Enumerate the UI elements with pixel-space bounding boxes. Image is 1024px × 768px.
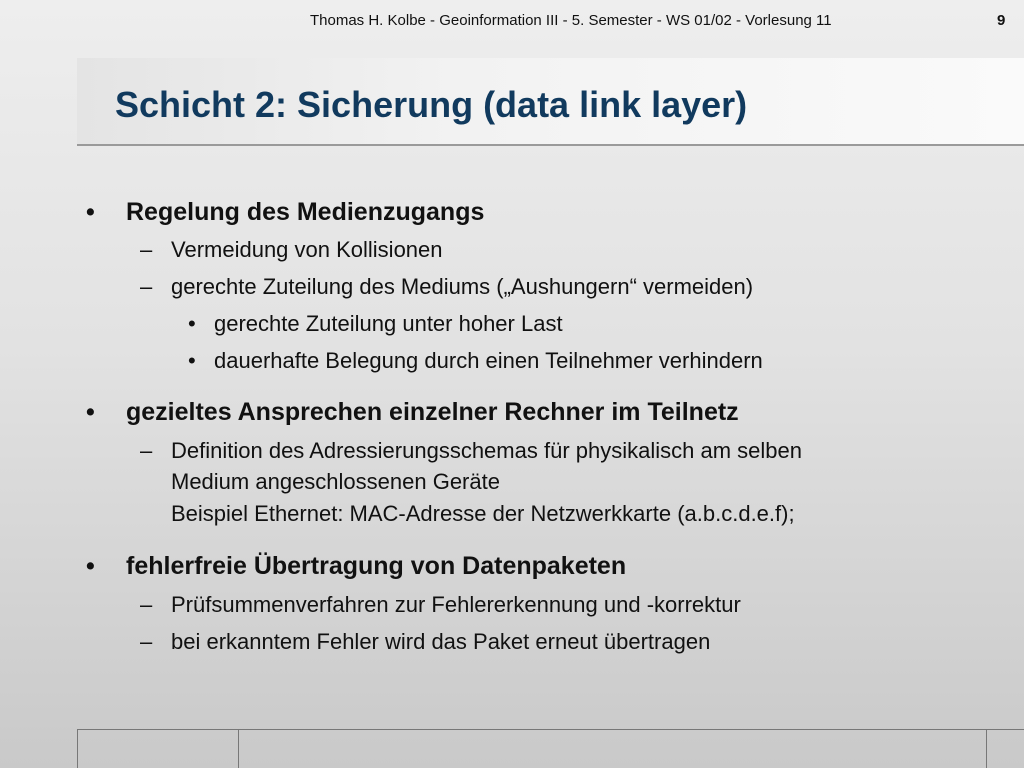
bullet-marker-small: •: [188, 348, 196, 373]
bullet-3-text: fehlerfreie Übertragung von Datenpaketen: [126, 552, 627, 580]
bullet-1-sub-2: gerechte Zuteilung des Mediums („Aushungern“ vermeiden): [171, 274, 754, 299]
bullet-marker: •: [86, 198, 95, 226]
footer-bar: [77, 729, 1024, 768]
dash-marker: –: [140, 274, 153, 299]
bullet-1-sub-2-item-1: gerechte Zuteilung unter hoher Last: [214, 311, 563, 336]
footer-divider: [238, 730, 239, 768]
page-number: 9: [997, 12, 1006, 29]
dash-marker: –: [140, 237, 153, 262]
bullet-3-sub-2: bei erkanntem Fehler wird das Paket erneut übertragen: [171, 629, 711, 654]
footer-text: Thomas H. Kolbe - Geoinformation III - 5. Semester - WS 01/02 - Vorlesung 11: [310, 12, 832, 29]
dash-marker: –: [140, 592, 153, 617]
dash-marker: –: [140, 438, 153, 463]
bullet-marker: •: [86, 398, 95, 426]
bullet-1-sub-1: Vermeidung von Kollisionen: [171, 237, 443, 262]
bullet-2-sub-1-line-1: Definition des Adressierungsschemas für physikalisch am selben: [171, 438, 802, 463]
bullet-2-text: gezieltes Ansprechen einzelner Rechner im Teilnetz: [126, 398, 739, 426]
bullet-marker: •: [86, 552, 95, 580]
slide-title: Schicht 2: Sicherung (data link layer): [115, 84, 748, 125]
bullet-1-sub-2-item-2: dauerhafte Belegung durch einen Teilnehmer verhindern: [214, 348, 763, 373]
dash-marker: –: [140, 629, 153, 654]
footer-divider: [77, 730, 78, 768]
bullet-2-sub-1-line-3: Beispiel Ethernet: MAC-Adresse der Netzwerkkarte (a.b.c.d.e.f);: [171, 501, 795, 526]
bullet-marker-small: •: [188, 311, 196, 336]
bullet-2-sub-1-line-2: Medium angeschlossenen Geräte: [171, 469, 500, 494]
footer-divider: [986, 730, 987, 768]
bullet-1-text: Regelung des Medienzugangs: [126, 198, 485, 226]
bullet-3-sub-1: Prüfsummenverfahren zur Fehlererkennung und -korrektur: [171, 592, 741, 617]
